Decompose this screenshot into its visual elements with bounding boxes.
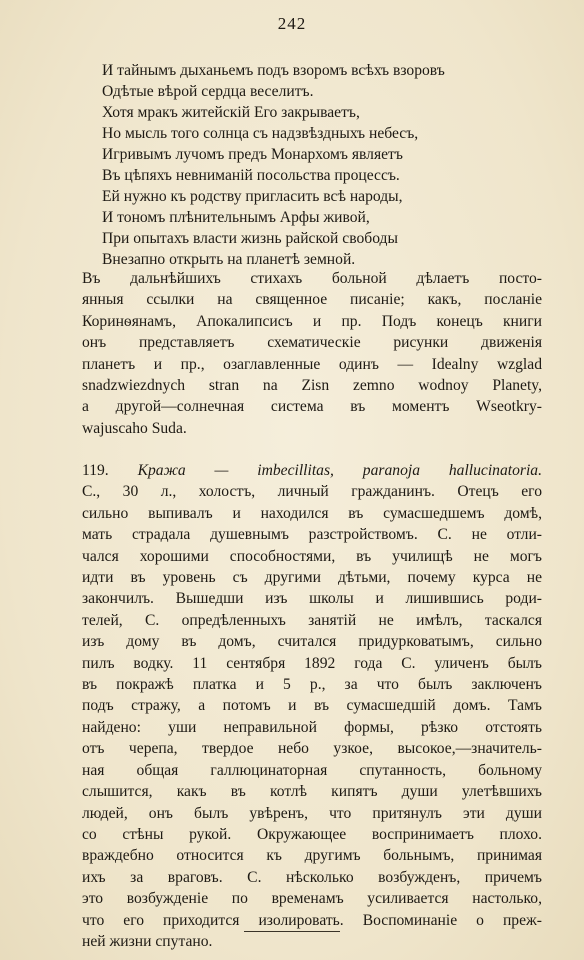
paragraph-line: отъ черепа, твердое небо узкое, высокое,—значитель- [82,740,542,758]
paragraph-line: людей, онъ былъ увѣренъ, что притянулъ эти души [82,804,542,822]
paragraph-line: слышится, какъ въ котлѣ кипятъ души улетѣвшихъ [82,783,542,801]
paragraph-line: Въ дальнѣйшихъ стихахъ больной дѣлаетъ посто- [82,270,542,287]
paragraph-line: въ покражѣ платка и 5 р., за что былъ заключенъ [82,676,542,694]
poem-line: Хотя мракъ житейскій Его закрываетъ, [102,104,360,121]
paragraph-line: подъ стражу, а потомъ и въ сумасшедшій домъ. Тамъ [82,697,542,715]
paragraph-line: это возбужденіе по временамъ усиливается настолько, [82,890,542,908]
paragraph-line: ихъ за враговъ. С. нѣсколько возбужденъ, причемъ [82,868,542,886]
paragraph-line: планетъ и пр., озаглавленные одинъ — Idealny wzglad [82,355,542,373]
poem-line: Въ цѣпяхъ невниманій посольства процессъ. [102,167,400,184]
paragraph-line: wajuscaho Suda. [82,419,187,437]
poem-line: Внезапно открыть на планетѣ земной. [102,251,356,268]
case-title: Кража — imbecillitas, paranoja hallucinatoria. [137,462,542,479]
paragraph-line: мать страдала душевнымъ разстройствомъ. С. не отли- [82,526,542,544]
poem-line: И тайнымъ дыханьемъ подъ взоромъ всѣхъ взоровъ [102,62,445,79]
poem-line: Но мысль того солнца съ надзвѣздныхъ небесъ, [102,125,419,142]
paragraph-line: snadzwiezdnych stran na Zisn zemno wodnoy Planety, [82,377,542,395]
paragraph-line: С., 30 л., холостъ, личный гражданинъ. Отецъ его [82,483,542,501]
paragraph-line: чался хорошими способностями, въ училищѣ не могъ [82,547,542,565]
paragraph-line: ная общая галлюцинаторная спутанность, больному [82,761,542,779]
paragraph-line: ней жизни спутано. [82,932,213,950]
paragraph-line: найдено: уши неправильной формы, рѣзко отстоять [82,718,542,736]
paragraph-line: закончилъ. Вышедши изъ школы и лишившись роди- [82,590,542,608]
paragraph-line: изъ дому въ домъ, считался придурковатымъ, сильно [82,633,542,651]
poem-line: И тономъ плѣнительнымъ Арфы живой, [102,209,370,226]
paragraph-line: что его приходится изолировать. Воспоминаніе о преж- [82,911,542,929]
paragraph-line: сильно выпивалъ и находился въ сумасшедшемъ домѣ, [82,504,542,522]
commentary-paragraph [82,268,542,439]
paragraph-line: онъ представляетъ схематическіе рисунки движенія [82,334,542,352]
case-paragraph [82,460,542,952]
section-divider [244,931,340,932]
paragraph-line: янныя ссылки на священное писаніе; какъ, посланіе [82,291,542,309]
paragraph-line: телей, С. опредѣленныхъ занятій не имѣлъ, таскался [82,611,542,629]
poem-line: Ей нужно къ родству пригласить всѣ народы, [102,188,403,205]
paragraph-line: враждебно относится къ другимъ больнымъ, принимая [82,847,542,865]
paragraph-line: идти въ уровень съ другими дѣтьми, почему курса не [82,569,542,587]
case-heading [82,460,542,481]
paragraph-line: а другой—солнечная система въ моментъ Wseotkry- [82,398,542,416]
poem-line: При опытахъ власти жизнь райской свободы [102,230,398,247]
poem-block [102,60,542,270]
poem-line: Игривымъ лучомъ предъ Монархомъ являетъ [102,146,403,163]
poem-line: Одѣтые вѣрой сердца веселитъ. [102,83,314,100]
paragraph-line: Коринѳянамъ, Апокалипсисъ и пр. Подъ конецъ книги [82,312,542,330]
case-number: 119. [82,462,109,479]
paragraph-line: со стѣны рукой. Окружающее воспринимаетъ плохо. [82,825,542,843]
paragraph-line: пилъ водку. 11 сентября 1892 года С. уличенъ былъ [82,654,542,672]
page-number: 242 [277,14,307,33]
